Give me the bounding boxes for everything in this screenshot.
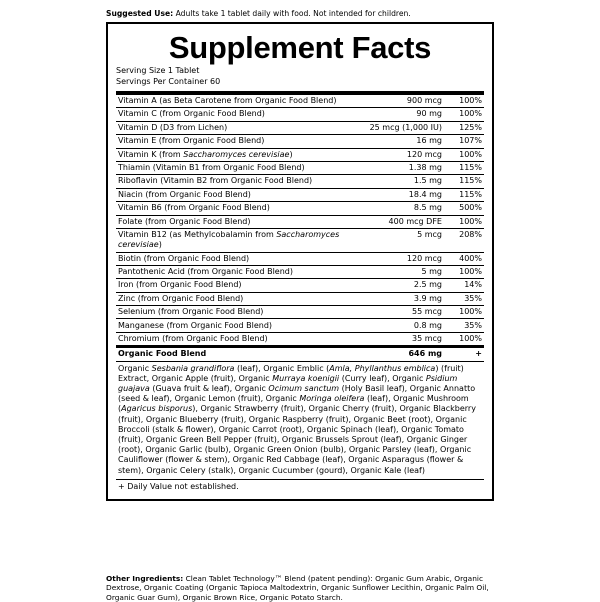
table-row — [116, 175, 484, 188]
nutrient-name: Vitamin B6 (from Organic Food Blend) — [116, 202, 370, 215]
table-row — [116, 135, 484, 148]
other-ingredients-label: Other Ingredients: — [106, 574, 184, 583]
nutrient-amount: 35 mcg — [370, 332, 448, 346]
nutrient-name: Niacin (from Organic Food Blend) — [116, 188, 370, 201]
nutrient-amount: 16 mg — [370, 135, 448, 148]
nutrient-daily-value: 115% — [448, 175, 484, 188]
table-row — [116, 148, 484, 161]
nutrient-amount: 5 mcg — [370, 228, 448, 252]
nutrient-daily-value: 400% — [448, 252, 484, 265]
nutrient-name: Iron (from Organic Food Blend) — [116, 279, 370, 292]
table-row — [116, 319, 484, 332]
nutrient-daily-value: 115% — [448, 161, 484, 174]
nutrient-amount: 8.5 mg — [370, 202, 448, 215]
table-row — [116, 95, 484, 108]
nutrient-amount: 1.38 mg — [370, 161, 448, 174]
nutrient-amount: 5 mg — [370, 265, 448, 278]
table-row — [116, 332, 484, 346]
nutrient-amount: 2.5 mg — [370, 279, 448, 292]
nutrient-name: Folate (from Organic Food Blend) — [116, 215, 370, 228]
nutrient-daily-value: 100% — [448, 108, 484, 121]
servings-per-container: Servings Per Container 60 — [116, 76, 221, 86]
suggested-use-label: Suggested Use: — [106, 9, 174, 18]
nutrient-daily-value: 100% — [448, 332, 484, 346]
nutrient-name: Biotin (from Organic Food Blend) — [116, 252, 370, 265]
nutrient-name: Selenium (from Organic Food Blend) — [116, 306, 370, 319]
nutrient-name: Manganese (from Organic Food Blend) — [116, 319, 370, 332]
nutrient-daily-value: 125% — [448, 121, 484, 134]
nutrient-daily-value: 35% — [448, 319, 484, 332]
nutrient-amount: 120 mcg — [370, 252, 448, 265]
nutrient-name: Zinc (from Organic Food Blend) — [116, 292, 370, 305]
nutrient-daily-value: 208% — [448, 228, 484, 252]
nutrient-amount: 25 mcg (1,000 IU) — [370, 121, 448, 134]
nutrient-name: Vitamin A (as Beta Carotene from Organic Food Blend) — [116, 95, 370, 108]
nutrient-amount: 900 mcg — [370, 95, 448, 108]
table-row — [116, 188, 484, 201]
nutrient-daily-value: 100% — [448, 306, 484, 319]
nutrient-name: Vitamin K (from Saccharomyces cerevisiae) — [116, 148, 370, 161]
daily-value-note: + Daily Value not established. — [116, 479, 484, 496]
nutrient-name: Vitamin D (D3 from Lichen) — [116, 121, 370, 134]
supplement-facts-panel — [106, 22, 494, 501]
nutrient-table — [116, 95, 484, 362]
table-row — [116, 202, 484, 215]
blend-amount: 646 mg — [370, 347, 448, 361]
nutrient-amount: 18.4 mg — [370, 188, 448, 201]
suggested-use-text: Adults take 1 tablet daily with food. Not intended for children. — [173, 9, 411, 18]
blend-daily-value: + — [448, 347, 484, 361]
nutrient-name: Vitamin C (from Organic Food Blend) — [116, 108, 370, 121]
nutrient-amount: 400 mcg DFE — [370, 215, 448, 228]
table-row — [116, 161, 484, 174]
nutrient-name: Chromium (from Organic Food Blend) — [116, 332, 370, 346]
nutrient-amount: 55 mcg — [370, 306, 448, 319]
table-row — [116, 108, 484, 121]
nutrient-amount: 0.8 mg — [370, 319, 448, 332]
nutrient-daily-value: 115% — [448, 188, 484, 201]
nutrient-amount: 120 mcg — [370, 148, 448, 161]
table-row — [116, 292, 484, 305]
table-row — [116, 121, 484, 134]
serving-size: Serving Size 1 Tablet — [116, 66, 200, 75]
nutrient-amount: 90 mg — [370, 108, 448, 121]
nutrient-name: Riboflavin (Vitamin B2 from Organic Food Blend) — [116, 175, 370, 188]
blend-name: Organic Food Blend — [116, 347, 370, 361]
nutrient-name: Vitamin B12 (as Methylcobalamin from Saccharomyces cerevisiae) — [116, 228, 370, 252]
nutrient-name: Thiamin (Vitamin B1 from Organic Food Blend) — [116, 161, 370, 174]
nutrient-name: Pantothenic Acid (from Organic Food Blend) — [116, 265, 370, 278]
table-row — [116, 306, 484, 319]
table-row — [116, 265, 484, 278]
blend-ingredients: Organic Sesbania grandiflora (leaf), Organic Emblic (Amla, Phyllanthus emblica) (fruit) Extract, Organic Apple (fruit), Organic Murraya koenigii (Curry leaf), Organic Psidium guajava (Guava fruit & leaf), Organic Ocimum sanctum (Holy Basil leaf), Organic Annatto (seed & leaf), Organic Lemon (fruit), Organic Moringa oleifera (leaf), Organic Mushroom (Agaricus bisporus), Organic Strawberry (fruit), Organic Cherry (fruit), Organic Blackberry (fruit), Organic Blueberry (fruit), Organic Raspberry (fruit), Organic Beet (root), Organic Broccoli (stalk & flower), Organic Carrot (root), Organic Spinach (leaf), Organic Tomato (fruit), Organic Green Bell Pepper (fruit), Organic Brussels Sprout (leaf), Organic Ginger (root), Organic Garlic (bulb), Organic Green Onion (bulb), Organic Parsley (leaf), Organic Cauliflower (flower & stem), Organic Red Cabbage (leaf), Organic Asparagus (flower & stem), Organic Celery (stalk), Organic Cucumber (gourd), Organic Kale (leaf) — [118, 363, 476, 475]
panel-title: Supplement Facts — [168, 30, 432, 65]
table-row — [116, 215, 484, 228]
blend-row — [116, 347, 484, 361]
table-row — [116, 252, 484, 265]
other-ingredients-line — [106, 574, 498, 602]
table-row — [116, 279, 484, 292]
nutrient-amount: 3.9 mg — [370, 292, 448, 305]
nutrient-daily-value: 14% — [448, 279, 484, 292]
nutrient-daily-value: 35% — [448, 292, 484, 305]
nutrient-daily-value: 100% — [448, 265, 484, 278]
nutrient-name: Vitamin E (from Organic Food Blend) — [116, 135, 370, 148]
nutrient-daily-value: 100% — [448, 215, 484, 228]
nutrient-daily-value: 107% — [448, 135, 484, 148]
nutrient-daily-value: 500% — [448, 202, 484, 215]
suggested-use-line — [106, 9, 526, 19]
nutrient-daily-value: 100% — [448, 148, 484, 161]
nutrient-daily-value: 100% — [448, 95, 484, 108]
nutrient-amount: 1.5 mg — [370, 175, 448, 188]
table-row — [116, 228, 484, 252]
other-ingredients-text: Clean Tablet Technology™ Blend (patent pending): Organic Gum Arabic, Organic Dextrose, Organic Coating (Organic Tapioca Maltodextrin, Organic Sunflower Lecithin, Organic Palm Oil, Organic Guar Gum), Organic Brown Rice, Organic Potato Starch. — [106, 574, 489, 602]
